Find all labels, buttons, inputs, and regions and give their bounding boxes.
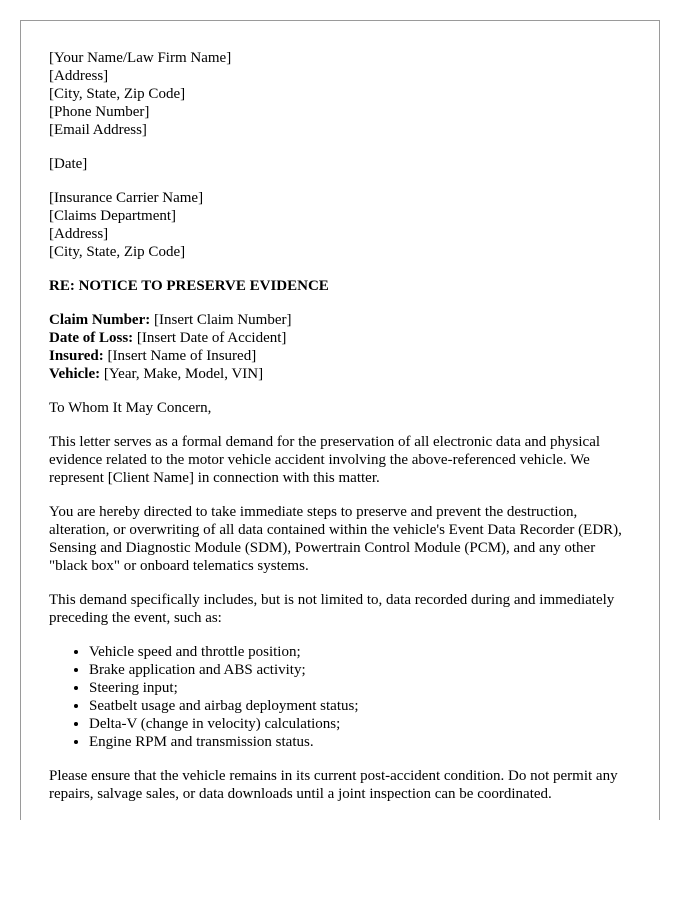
recipient-block (49, 189, 629, 261)
sender-name: [Your Name/Law Firm Name] (49, 50, 232, 66)
vehicle-value: [Year, Make, Model, VIN] (100, 366, 264, 382)
salutation: To Whom It May Concern, (49, 400, 212, 416)
recipient-department: [Claims Department] (49, 208, 177, 224)
letter-page (20, 20, 660, 820)
paragraph-directive: You are hereby directed to take immediate steps to preserve and prevent the destruction, alteration, or overwriting of all data contained within the vehicle's Event Data Recorder (EDR), Sensing and Diagnostic Module (SDM), Powertrain Control Module (PCM), and any other "black box" or onboard telematics systems. (49, 504, 622, 574)
date-of-loss-label: Date of Loss: (49, 330, 134, 346)
letter-content (49, 49, 629, 819)
sender-address: [Address] (49, 68, 109, 84)
insured-value: [Insert Name of Insured] (103, 348, 257, 364)
recipient-carrier: [Insurance Carrier Name] (49, 190, 204, 206)
paragraph-intro: This letter serves as a formal demand for the preservation of all electronic data and physical evidence related to the motor vehicle accident involving the above-referenced vehicle. We represent [Client Name] in connection with this matter. (49, 434, 601, 486)
vehicle-label: Vehicle: (49, 366, 101, 382)
sender-city-state-zip: [City, State, Zip Code] (49, 86, 186, 102)
insured-label: Insured: (49, 348, 104, 364)
paragraph-demand: This demand specifically includes, but is not limited to, data recorded during and immediately preceding the event, such as: (49, 592, 615, 626)
list-item: • Engine RPM and transmission status. (89, 733, 629, 751)
claim-number-row (49, 311, 629, 329)
sender-phone: [Phone Number] (49, 104, 150, 120)
list-item: • Seatbelt usage and airbag deployment status; (89, 697, 629, 715)
paragraph-closing: Please ensure that the vehicle remains in its current post-accident condition. Do not permit any repairs, salvage sales, or data downloads until a joint inspection can be coordinated. (49, 768, 618, 802)
claim-number-value: [Insert Claim Number] (150, 312, 292, 328)
sender-block (49, 49, 629, 139)
subject-line: RE: NOTICE TO PRESERVE EVIDENCE (49, 278, 329, 294)
list-item: • Delta-V (change in velocity) calculations; (89, 715, 629, 733)
recipient-address: [Address] (49, 226, 109, 242)
insured-row (49, 347, 629, 365)
date-line: [Date] (49, 156, 88, 172)
date-of-loss-value: [Insert Date of Accident] (133, 330, 287, 346)
sender-email: [Email Address] (49, 122, 147, 138)
date-of-loss-row (49, 329, 629, 347)
recipient-city-state-zip: [City, State, Zip Code] (49, 244, 186, 260)
list-item: • Vehicle speed and throttle position; (89, 643, 629, 661)
claim-number-label: Claim Number: (49, 312, 151, 328)
data-items-list (49, 643, 629, 751)
claim-info-block (49, 311, 629, 383)
list-item: • Steering input; (89, 679, 629, 697)
vehicle-row (49, 365, 629, 383)
list-item: • Brake application and ABS activity; (89, 661, 629, 679)
